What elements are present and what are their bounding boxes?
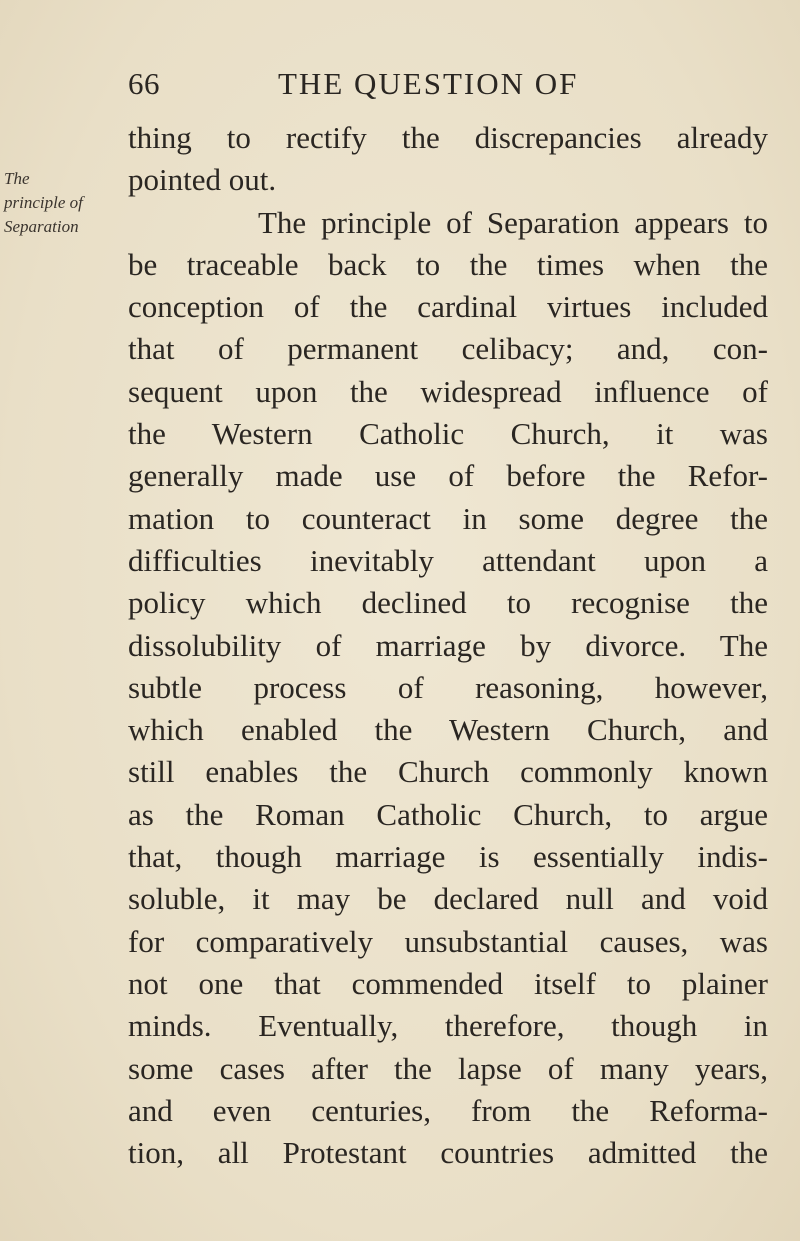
- text-line: tion, all Protestant countries admitted the: [128, 1135, 768, 1171]
- text-line: mation to counteract in some degree the: [128, 500, 768, 536]
- page-number: 66: [128, 66, 160, 101]
- text-line: not one that commended itself to plainer: [128, 965, 768, 1001]
- text-line: still enables the Church commonly known: [128, 754, 768, 790]
- margin-note: [4, 167, 124, 239]
- text-line: conception of the cardinal virtues included: [128, 289, 768, 325]
- text-line: dissolubility of marriage by divorce. The: [128, 627, 768, 663]
- text-line: thing to rectify the discrepancies already: [128, 120, 768, 155]
- running-head: THE QUESTION OF: [278, 66, 579, 101]
- margin-note-line: The: [4, 169, 30, 188]
- body-text: [128, 117, 768, 1174]
- text-line: policy which declined to recognise the: [128, 585, 768, 621]
- text-line: difficulties inevitably attendant upon a: [128, 542, 768, 578]
- text-line: some cases after the lapse of many years,: [128, 1050, 768, 1086]
- text-line: and even centuries, from the Reforma-: [128, 1092, 768, 1128]
- text-line: that of permanent celibacy; and, con-: [128, 331, 768, 367]
- page-header: [128, 66, 768, 110]
- text-line: minds. Eventually, therefore, though in: [128, 1008, 768, 1044]
- text-line: subtle process of reasoning, however,: [128, 669, 768, 705]
- text-line: generally made use of before the Refor-: [128, 458, 768, 494]
- margin-note-line: Separation: [4, 217, 79, 236]
- text-line: that, though marriage is essentially indis-: [128, 839, 768, 875]
- text-line: be traceable back to the times when the: [128, 246, 768, 282]
- text-line: The principle of Separation appears to: [258, 204, 768, 240]
- text-line: sequent upon the widespread influence of: [128, 373, 768, 409]
- text-line: soluble, it may be declared null and void: [128, 881, 768, 917]
- text-line: the Western Catholic Church, it was: [128, 416, 768, 452]
- text-line: as the Roman Catholic Church, to argue: [128, 796, 768, 832]
- text-line: for comparatively unsubstantial causes, was: [128, 923, 768, 959]
- margin-note-line: principle of: [4, 193, 83, 212]
- text-line: pointed out.: [128, 162, 277, 198]
- text-line: which enabled the Western Church, and: [128, 712, 768, 748]
